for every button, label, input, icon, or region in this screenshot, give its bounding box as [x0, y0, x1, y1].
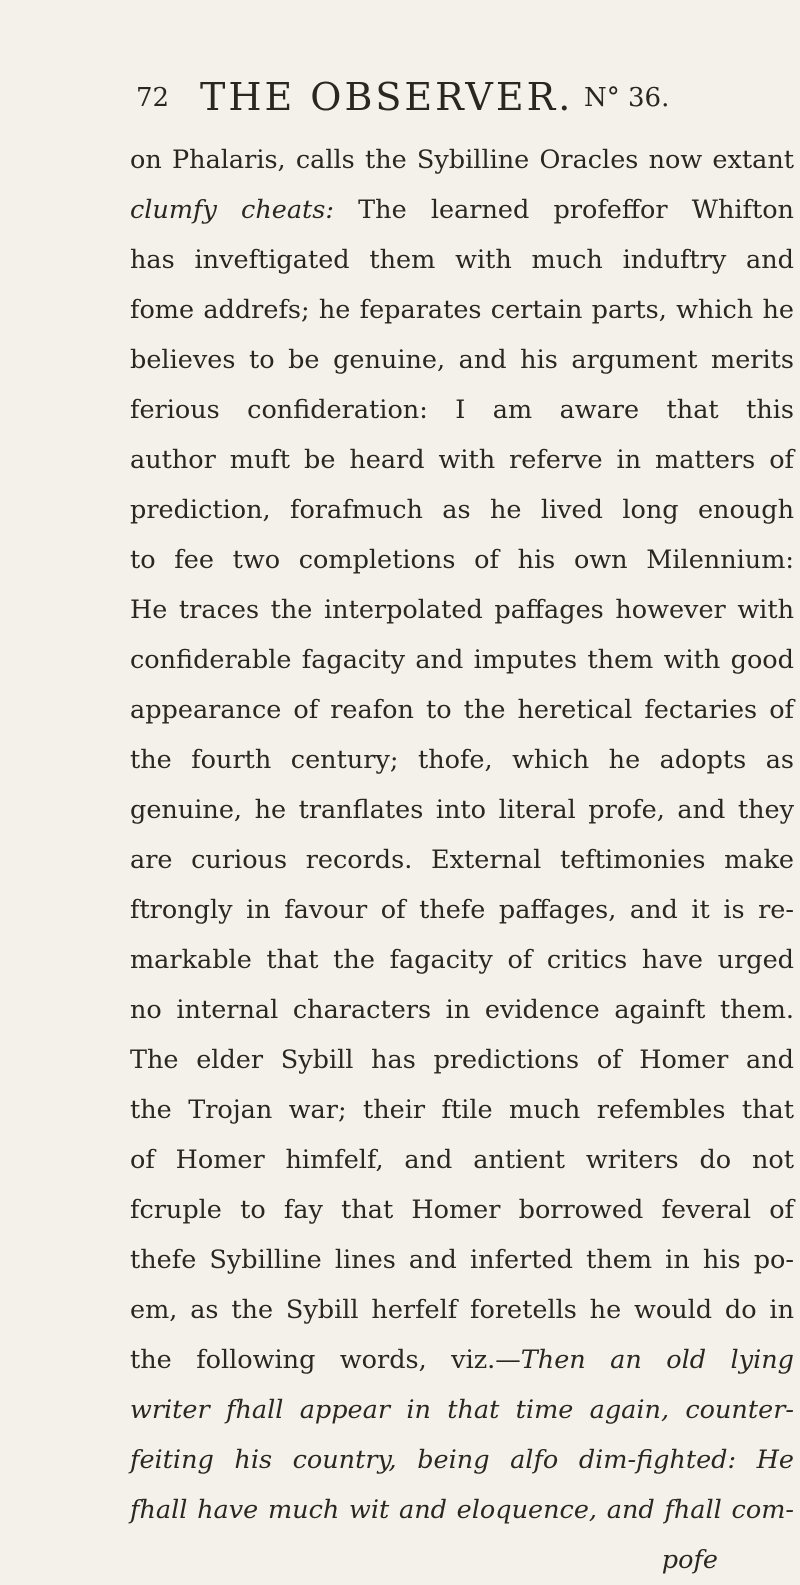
text-segment: of Homer himfelf, and antient writers do not — [130, 1145, 794, 1175]
text-segment: prediction, forafmuch as he lived long enough — [130, 495, 794, 525]
text-segment: thefe Sybilline lines and inferted them in his po- — [130, 1245, 794, 1275]
text-segment: ferious confideration: I am aware that this — [130, 395, 794, 425]
text-segment: He traces the interpolated paffages however with — [130, 595, 794, 625]
text-segment: the Trojan war; their ftile much refembles that — [130, 1095, 794, 1125]
text-segment: em, as the Sybill herfelf foretells he would do in — [130, 1295, 794, 1325]
body-text — [130, 135, 794, 1585]
text-line — [130, 1435, 794, 1485]
text-line — [130, 485, 794, 535]
text-segment: to fee two completions of his own Milennium: — [130, 545, 794, 575]
text-line — [130, 685, 794, 735]
text-line — [130, 335, 794, 385]
text-line — [130, 535, 794, 585]
text-segment: genuine, he tranflates into literal profe, and they — [130, 795, 794, 825]
text-segment: markable that the fagacity of critics have urged — [130, 945, 794, 975]
text-line — [130, 1235, 794, 1285]
page-number: 72 — [136, 83, 170, 113]
text-line — [130, 1385, 794, 1435]
text-segment: The elder Sybill has predictions of Homer and — [130, 1045, 794, 1075]
text-line — [130, 185, 794, 235]
text-line — [130, 635, 794, 685]
text-segment: on Phalaris, calls the Sybilline Oracles now extant — [130, 145, 794, 175]
text-line — [130, 985, 794, 1035]
text-line — [130, 585, 794, 635]
italic-text: feiting his country, being alfo dim-fighted: He — [130, 1445, 794, 1475]
text-segment: fome addrefs; he feparates certain parts, which he — [130, 295, 794, 325]
text-line — [130, 135, 794, 185]
text-line — [130, 285, 794, 335]
text-line — [130, 785, 794, 835]
text-line — [130, 1285, 794, 1335]
text-line — [130, 385, 794, 435]
text-line — [130, 235, 794, 285]
text-segment: author muft be heard with referve in matters of — [130, 445, 794, 475]
italic-text: clumfy cheats: — [130, 195, 334, 225]
italic-text: fhall have much wit and eloquence, and fhall com- — [130, 1495, 794, 1525]
italic-text: Then an old lying — [520, 1345, 794, 1375]
text-line — [130, 835, 794, 885]
text-segment: the following words, viz.— — [130, 1345, 521, 1375]
text-line — [130, 1335, 794, 1385]
text-segment: fcruple to fay that Homer borrowed feveral of — [130, 1195, 794, 1225]
text-segment: The learned profeffor Whifton — [333, 195, 794, 225]
text-line — [130, 1035, 794, 1085]
italic-text: writer fhall appear in that time again, counter- — [130, 1395, 794, 1425]
text-segment: the fourth century; thofe, which he adopts as — [130, 745, 794, 775]
running-title: THE OBSERVER. — [200, 75, 574, 119]
italic-text: pofe — [661, 1545, 718, 1575]
text-segment: appearance of reafon to the heretical fectaries of — [130, 695, 794, 725]
text-line — [130, 1535, 794, 1585]
text-line — [130, 735, 794, 785]
running-header — [128, 75, 788, 119]
text-segment: has inveftigated them with much induftry and — [130, 245, 794, 275]
text-segment: no internal characters in evidence againft them. — [130, 995, 794, 1025]
text-segment: believes to be genuine, and his argument merits — [130, 345, 794, 375]
issue-number: N° 36. — [584, 83, 670, 113]
text-line — [130, 935, 794, 985]
text-line — [130, 1485, 794, 1535]
text-line — [130, 1185, 794, 1235]
text-line — [130, 1085, 794, 1135]
text-segment: confiderable fagacity and imputes them with good — [130, 645, 794, 675]
text-line — [130, 1135, 794, 1185]
text-segment: are curious records. External teftimonies make — [130, 845, 794, 875]
text-segment: ftrongly in favour of thefe paffages, and it is re- — [130, 895, 794, 925]
text-line — [130, 885, 794, 935]
text-line — [130, 435, 794, 485]
